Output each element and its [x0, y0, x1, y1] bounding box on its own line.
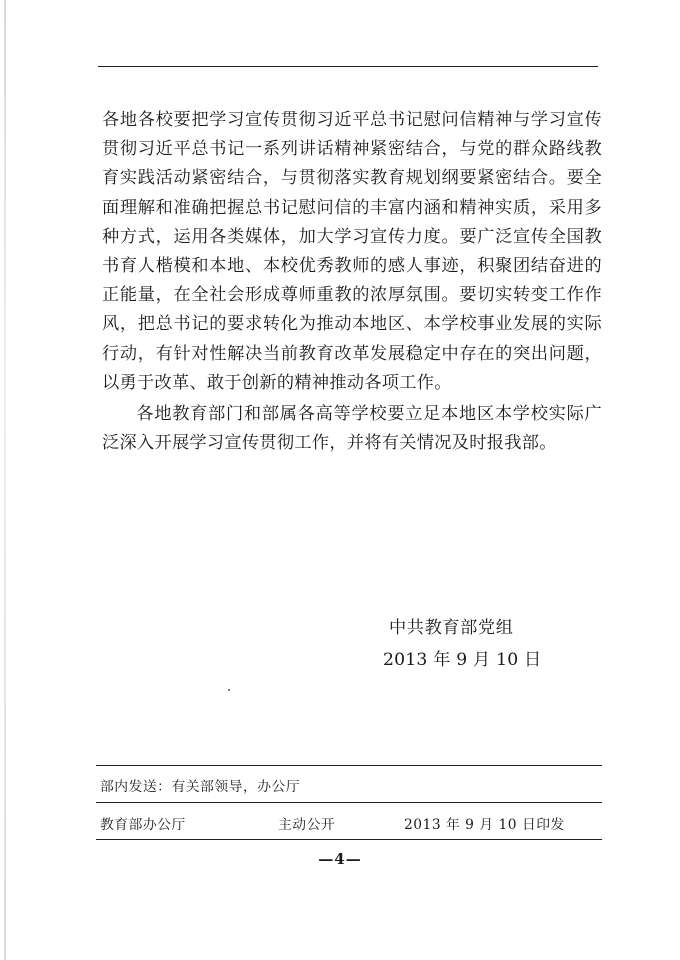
issuing-office: 教育部办公厅: [100, 817, 186, 833]
scan-speck: [228, 689, 230, 691]
print-date: 2013 年 9 月 10 日印发: [404, 817, 565, 833]
document-body: [102, 106, 602, 458]
publicity-status: 主动公开: [278, 817, 336, 833]
signature-date: 2013 年 9 月 10 日: [383, 650, 542, 670]
header-rule: [98, 66, 598, 67]
signature-block: [383, 612, 541, 676]
signature-organization: 中共教育部党组: [389, 618, 514, 638]
document-footer: [96, 765, 602, 840]
issuing-line: [96, 803, 602, 839]
scan-edge-shadow: [4, 0, 6, 960]
body-paragraph-2: 各地教育部门和部属各高等学校要立足本地区本学校实际广泛深入开展学习宣传贯彻工作，并将有关情况及时报我部。: [102, 404, 602, 454]
distribution-line: 部内发送：有关部领导，办公厅: [100, 779, 301, 795]
body-paragraph-1: 各地各校要把学习宣传贯彻习近平总书记慰问信精神与学习宣传贯彻习近平总书记一系列讲话精神紧密结合，与党的群众路线教育实践活动紧密结合，与贯彻落实教育规划纲要紧密结合。要全面理解和准确把握总书记慰问信的丰富内涵和精神实质，采用多种方式，运用各类媒体，加大学习宣传力度。要广泛宣传全国教书育人楷模和本地、本校优秀教师的感人事迹，积聚团结奋进的正能量，在全社会形成尊师重教的浓厚氛围。要切实转变工作作风，把总书记的要求转化为推动本地区、本学校事业发展的实际行动，有针对性解决当前教育改革发展稳定中存在的突出问题，以勇于改革、敢于创新的精神推动各项工作。: [102, 110, 602, 393]
footer-rule-bottom: [96, 839, 602, 840]
page-number: —4—: [318, 850, 362, 868]
